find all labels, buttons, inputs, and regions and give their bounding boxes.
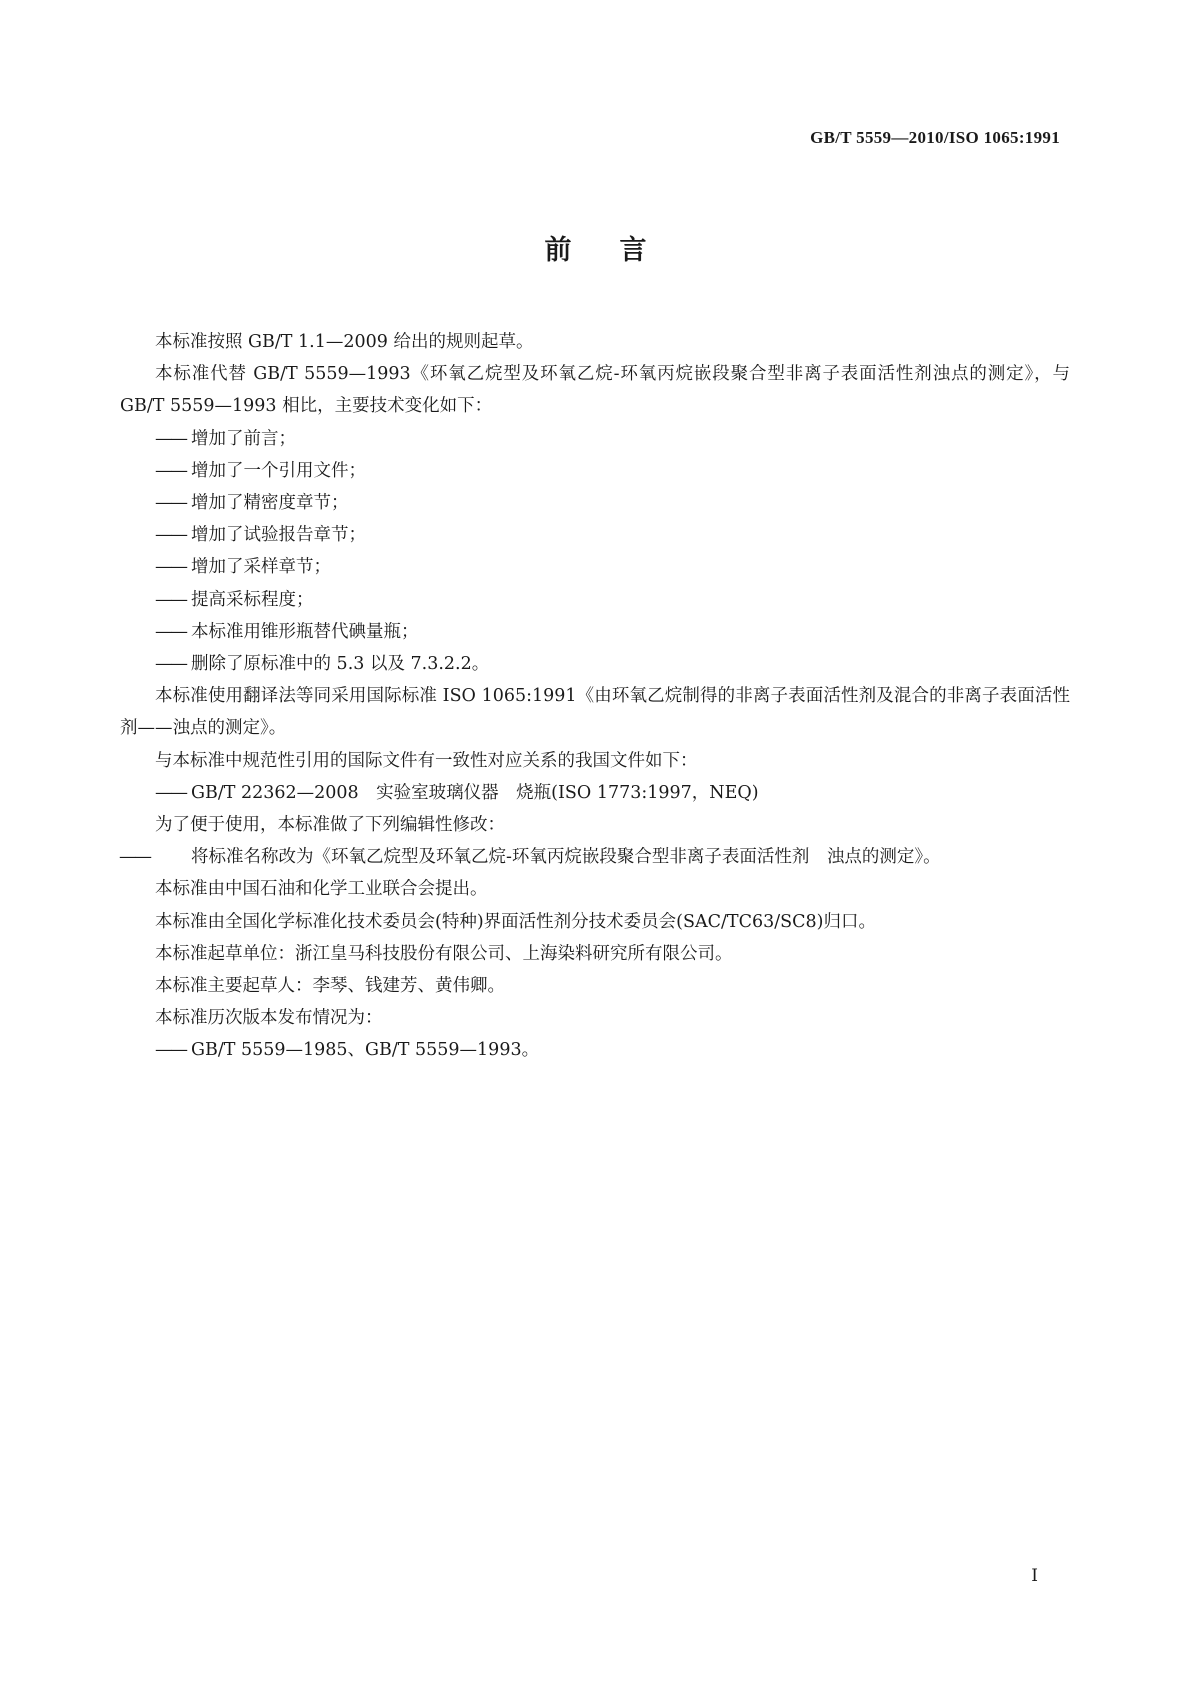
list-item-text: 删除了原标准中的 5.3 以及 7.3.2.2。 (191, 654, 490, 675)
dash-mark: —— (155, 1040, 186, 1061)
list-item-text: 本标准用锥形瓶替代碘量瓶； (191, 621, 419, 642)
paragraph: 本标准由中国石油和化学工业联合会提出。 (155, 879, 488, 900)
dash-mark: —— (155, 428, 186, 449)
list-item (120, 487, 1070, 519)
paragraph: 本标准起草单位：浙江皇马科技股份有限公司、上海染料研究所有限公司。 (155, 943, 733, 964)
paragraph: 为了便于使用，本标准做了下列编辑性修改： (155, 815, 505, 836)
list-item (120, 455, 1070, 487)
list-item (120, 551, 1070, 583)
dash-mark: —— (155, 621, 186, 642)
dash-mark: —— (155, 493, 186, 514)
list-item (120, 423, 1070, 455)
list-item-text: 增加了一个引用文件； (191, 460, 366, 481)
paragraph: 本标准由全国化学标准化技术委员会(特种)界面活性剂分技术委员会(SAC/TC63/SC8)归口。 (155, 911, 876, 932)
list-item (120, 841, 1070, 873)
list-item-text: 增加了试验报告章节； (191, 525, 366, 546)
list-item (120, 519, 1070, 551)
foreword-body (120, 326, 1070, 1067)
paragraph: 本标准代替 GB/T 5559—1993《环氧乙烷型及环氧乙烷-环氧丙烷嵌段聚合型非离子表面活性剂浊点的测定》，与 GB/T 5559—1993 相比，主要技术变化如下： (120, 364, 1070, 417)
list-item-text: GB/T 22362—2008 实验室玻璃仪器 烧瓶(ISO 1773:1997，NEQ) (191, 782, 759, 803)
list-item-text: 增加了前言； (191, 428, 296, 449)
dash-mark: —— (155, 525, 186, 546)
dash-mark: —— (155, 589, 186, 610)
page-number: I (1031, 1566, 1038, 1586)
list-item-text: 增加了采样章节； (191, 557, 331, 578)
dash-mark: —— (155, 460, 186, 481)
list-item (120, 616, 1070, 648)
paragraph: 本标准按照 GB/T 1.1—2009 给出的规则起草。 (155, 332, 534, 352)
page-title: 前言 (544, 235, 695, 266)
list-item-text: 将标准名称改为《环氧乙烷型及环氧乙烷-环氧丙烷嵌段聚合型非离子表面活性剂 浊点的测定》。 (191, 847, 941, 868)
paragraph: 本标准使用翻译法等同采用国际标准 ISO 1065:1991《由环氧乙烷制得的非离子表面活性剂及混合的非离子表面活性剂——浊点的测定》。 (120, 686, 1070, 739)
dash-mark: —— (119, 847, 150, 868)
dash-mark: —— (155, 782, 186, 803)
dash-mark: —— (155, 557, 186, 578)
list-item (120, 584, 1070, 616)
list-item (120, 648, 1070, 680)
list-item (120, 1034, 1070, 1066)
list-item-text: GB/T 5559—1985、GB/T 5559—1993。 (191, 1040, 540, 1061)
list-item-text: 提高采标程度； (191, 589, 314, 610)
dash-mark: —— (155, 654, 186, 675)
list-item-text: 增加了精密度章节； (191, 493, 349, 514)
list-item (120, 777, 1070, 809)
paragraph: 与本标准中规范性引用的国际文件有一致性对应关系的我国文件如下： (155, 750, 698, 771)
paragraph: 本标准历次版本发布情况为： (155, 1008, 383, 1029)
paragraph: 本标准主要起草人：李琴、钱建芳、黄伟卿。 (155, 976, 505, 997)
standard-code: GB/T 5559—2010/ISO 1065:1991 (810, 128, 1060, 147)
